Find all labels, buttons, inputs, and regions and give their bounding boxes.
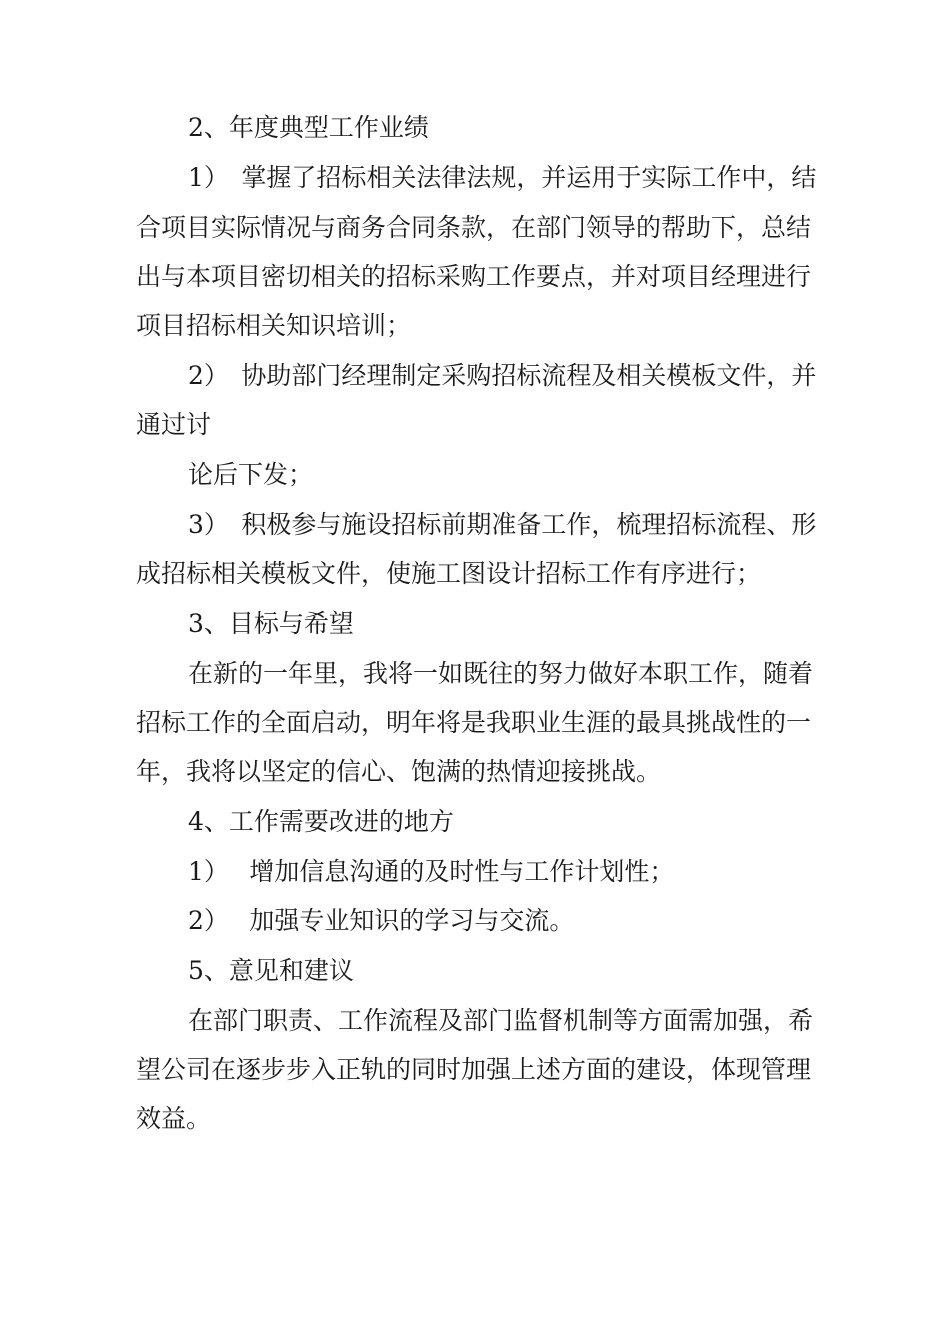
section-2-item-1-line-2: 合项目实际情况与商务合同条款，在部门领导的帮助下，总结 [136, 213, 812, 242]
section-3-paragraph-line-1: 在新的一年里，我将一如既往的努力做好本职工作，随着 [188, 659, 814, 688]
section-2-item-3-line-2: 成招标相关模板文件，使施工图设计招标工作有序进行； [136, 559, 762, 588]
section-5-paragraph-line-1: 在部门职责、工作流程及部门监督机制等方面需加强，希 [188, 1006, 814, 1035]
section-2-item-2-line-2: 通过讨 [136, 410, 212, 439]
section-2-item-3-line-1: 3） 积极参与施设招标前期准备工作，梳理招标流程、形 [188, 510, 817, 539]
section-2-item-1-line-1: 1） 掌握了招标相关法律法规，并运用于实际工作中，结 [188, 163, 817, 192]
section-4-heading: 4、工作需要改进的地方 [188, 807, 454, 836]
section-2-item-1-line-4: 项目招标相关知识培训； [136, 311, 412, 340]
section-3-paragraph-line-3: 年，我将以坚定的信心、饱满的热情迎接挑战。 [136, 757, 662, 786]
section-5-paragraph-line-2: 望公司在逐步步入正轨的同时加强上述方面的建设，体现管理 [136, 1055, 812, 1084]
section-2-item-2-line-1: 2） 协助部门经理制定采购招标流程及相关模板文件，并 [188, 361, 817, 390]
section-2-heading: 2、年度典型工作业绩 [188, 113, 429, 142]
section-4-item-2: 2） 加强专业知识的学习与交流。 [188, 906, 575, 935]
section-2-item-1-line-3: 出与本项目密切相关的招标采购工作要点，并对项目经理进行 [136, 262, 812, 291]
section-4-item-1: 1） 增加信息沟通的及时性与工作计划性； [188, 857, 675, 886]
section-3-heading: 3、目标与希望 [188, 609, 354, 638]
section-5-paragraph-line-3: 效益。 [136, 1104, 212, 1133]
section-5-heading: 5、意见和建议 [188, 956, 354, 985]
section-3-paragraph-line-2: 招标工作的全面启动，明年将是我职业生涯的最具挑战性的一 [136, 708, 812, 737]
section-2-item-2-line-3: 论后下发； [188, 460, 314, 489]
